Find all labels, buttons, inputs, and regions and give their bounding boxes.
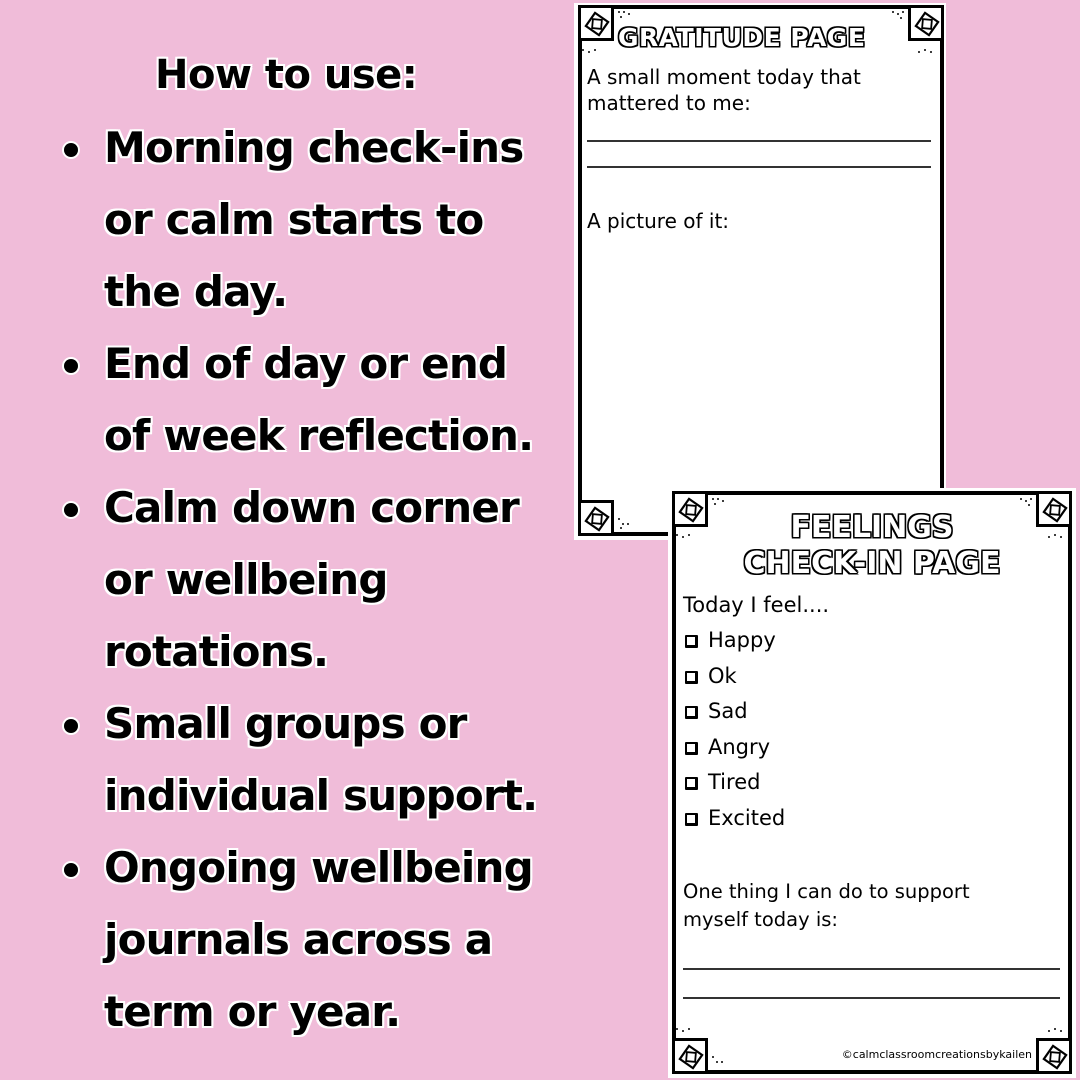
prompt-small-moment: A small moment today that mattered to me:: [587, 65, 861, 115]
decorative-dots: [1020, 498, 1034, 508]
decorative-dots: [1048, 1028, 1062, 1038]
writing-line: [683, 997, 1060, 999]
bullet-icon: [64, 719, 78, 733]
bullet-icon: [64, 143, 78, 157]
today-i-feel-label: Today I feel....: [683, 593, 830, 617]
copyright-text: ©calmclassroomcreationsbykailen: [841, 1048, 1032, 1061]
checkbox-icon[interactable]: [685, 635, 698, 648]
corner-ornament-icon: [578, 5, 614, 41]
decorative-dots: [618, 518, 632, 528]
checkbox-icon[interactable]: [685, 671, 698, 684]
decorative-dots: [582, 49, 596, 59]
checkbox-icon[interactable]: [685, 706, 698, 719]
feeling-option-sad[interactable]: Sad: [685, 699, 785, 735]
list-item: Morning check-ins or calm starts to the day.: [58, 112, 537, 328]
decorative-dots: [892, 11, 906, 21]
decorative-dots: [618, 11, 632, 21]
feeling-option-excited[interactable]: Excited: [685, 806, 785, 842]
decorative-dots: [918, 49, 932, 59]
feelings-page-title-line1: FEELINGS: [790, 510, 954, 545]
corner-ornament-icon: [578, 500, 614, 536]
decorative-dots: [676, 1028, 690, 1038]
bullet-icon: [64, 359, 78, 373]
feelings-page-title-line2: CHECK-IN PAGE: [743, 546, 1001, 581]
checkbox-icon[interactable]: [685, 777, 698, 790]
decorative-dots: [712, 498, 726, 508]
feeling-option-tired[interactable]: Tired: [685, 770, 785, 806]
prompt-support-myself: One thing I can do to support myself today is:: [683, 880, 970, 931]
decorative-dots: [712, 1056, 726, 1066]
feelings-page-sheet: [668, 488, 1076, 1078]
corner-ornament-icon: [908, 5, 944, 41]
checkbox-icon[interactable]: [685, 813, 698, 826]
writing-line: [587, 140, 931, 142]
bullet-icon: [64, 503, 78, 517]
feeling-option-angry[interactable]: Angry: [685, 735, 785, 771]
list-item: Calm down corner or wellbeing rotations.: [58, 472, 537, 688]
feelings-checklist: [685, 628, 785, 841]
list-item: Ongoing wellbeing journals across a term or year.: [58, 832, 537, 1048]
checkbox-icon[interactable]: [685, 742, 698, 755]
prompt-picture: A picture of it:: [587, 209, 730, 233]
drawing-area[interactable]: [587, 243, 931, 498]
corner-ornament-icon: [672, 1038, 708, 1074]
feeling-option-ok[interactable]: Ok: [685, 664, 785, 700]
how-to-use-title: How to use:: [155, 52, 418, 98]
gratitude-page-title: GRATITUDE PAGE: [618, 23, 866, 52]
gratitude-page-sheet: [574, 3, 946, 540]
writing-line: [683, 968, 1060, 970]
how-to-use-list: [58, 112, 537, 1048]
writing-line: [587, 166, 931, 168]
feeling-option-happy[interactable]: Happy: [685, 628, 785, 664]
list-item: End of day or end of week reflection.: [58, 328, 537, 472]
list-item: Small groups or individual support.: [58, 688, 537, 832]
bullet-icon: [64, 863, 78, 877]
corner-ornament-icon: [1036, 1038, 1072, 1074]
